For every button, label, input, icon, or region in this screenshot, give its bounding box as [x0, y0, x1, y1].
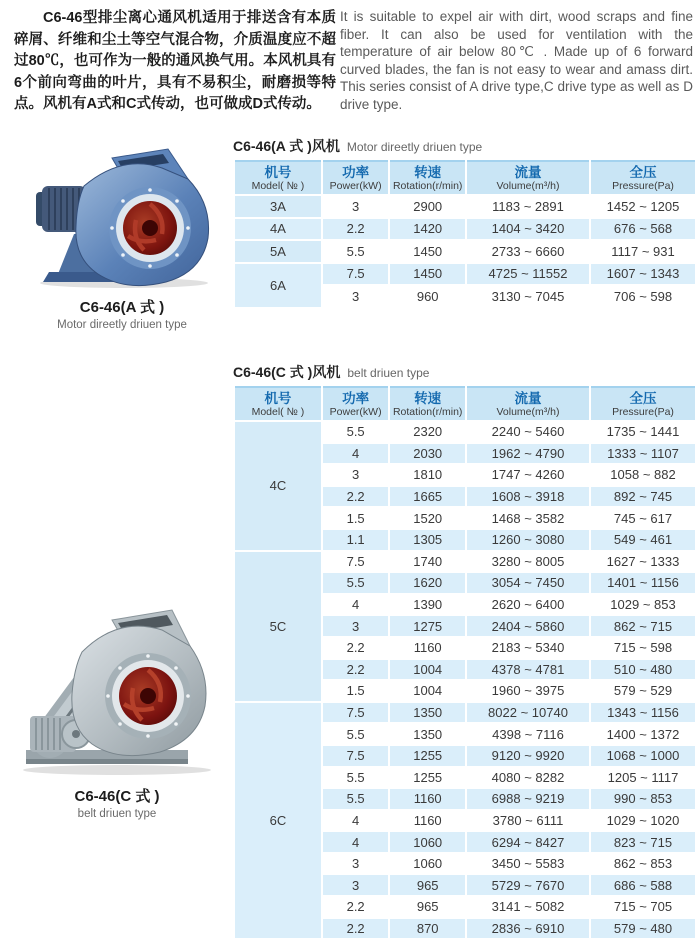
column-header-en: Volume(m³/h) — [496, 405, 560, 418]
table-row — [235, 552, 695, 572]
figure-a-caption: C6-46(A 式 ) — [79, 299, 165, 316]
table-section-c — [233, 362, 697, 939]
data-cell: 1810 — [390, 465, 465, 485]
data-cell: 4 — [323, 811, 389, 831]
data-cell: 1390 — [390, 595, 465, 615]
data-cell: 2.2 — [323, 897, 389, 917]
column-header-en: Model( № ) — [251, 179, 305, 192]
data-cell: 2.2 — [323, 919, 389, 939]
header-row — [235, 160, 695, 194]
data-cell: 7.5 — [323, 703, 389, 723]
model-cell: 6A — [235, 264, 321, 307]
data-cell: 5.5 — [323, 768, 389, 788]
data-cell: 1665 — [390, 487, 465, 507]
data-cell: 1205 ~ 1117 — [591, 768, 695, 788]
model-cell: 4A — [235, 219, 321, 240]
column-header — [467, 160, 589, 194]
data-cell: 3141 ~ 5082 — [467, 897, 589, 917]
fan-c-photo-icon — [12, 600, 222, 778]
data-cell: 1029 ~ 853 — [591, 595, 695, 615]
data-cell: 3130 ~ 7045 — [467, 286, 589, 307]
data-cell: 870 — [390, 919, 465, 939]
table-c-title — [233, 362, 697, 380]
data-cell: 2030 — [390, 444, 465, 464]
data-cell: 676 ~ 568 — [591, 219, 695, 240]
data-cell: 3 — [323, 616, 389, 636]
model-cell: 3A — [235, 196, 321, 217]
data-cell: 1450 — [390, 241, 465, 262]
data-cell: 3 — [323, 286, 389, 307]
data-cell: 1343 ~ 1156 — [591, 703, 695, 723]
spec-table-a — [233, 158, 697, 309]
data-cell: 745 ~ 617 — [591, 508, 695, 528]
data-cell: 6988 ~ 9219 — [467, 789, 589, 809]
table-row — [235, 241, 695, 262]
intro-paragraph-chinese: C6-46型排尘离心通风机适用于排送含有本质碎屑、纤维和尘土等空气混合物，介质温度应不超过80℃，也可作为一般的通风换气用。本风机具有6个前向弯曲的叶片，具有不易积尘，耐磨损等特点。风机有A式和C式传动，也可做成D式传动。 — [14, 10, 336, 112]
data-cell: 3780 ~ 6111 — [467, 811, 589, 831]
table-row — [235, 219, 695, 240]
table-row — [235, 422, 695, 442]
data-cell: 1160 — [390, 638, 465, 658]
data-cell: 1401 ~ 1156 — [591, 573, 695, 593]
data-cell: 1607 ~ 1343 — [591, 264, 695, 285]
data-cell: 1305 — [390, 530, 465, 550]
intro-paragraph-english: It is suitable to expel air with dirt, wood scraps and fine fiber. It can also be used for ventilation with the temperature of air below 80℃ . Made up of 6 forward curved blades, the fan is not easy to wear and amass dirt. This series consist of A drive type,C drive type as well as D drive type. — [340, 9, 693, 112]
data-cell: 965 — [390, 897, 465, 917]
data-cell: 1450 — [390, 264, 465, 285]
data-cell: 1608 ~ 3918 — [467, 487, 589, 507]
table-a-title-cn: C6-46(A 式 )风机 — [233, 138, 340, 154]
table-row — [235, 264, 695, 285]
data-cell: 1160 — [390, 789, 465, 809]
table-row — [235, 703, 695, 723]
data-cell: 1004 — [390, 681, 465, 701]
data-cell: 1117 ~ 931 — [591, 241, 695, 262]
data-cell: 5.5 — [323, 789, 389, 809]
data-cell: 1468 ~ 3582 — [467, 508, 589, 528]
data-cell: 9120 ~ 9920 — [467, 746, 589, 766]
table-row — [235, 196, 695, 217]
column-header-cn: 流量 — [514, 164, 542, 180]
data-cell: 4 — [323, 595, 389, 615]
data-cell: 4398 ~ 7116 — [467, 724, 589, 744]
column-header-cn: 机号 — [264, 164, 292, 180]
column-header-en: Rotation(r/min) — [392, 179, 463, 192]
data-cell: 1068 ~ 1000 — [591, 746, 695, 766]
column-header-en: Pressure(Pa) — [612, 179, 674, 192]
data-cell: 1255 — [390, 768, 465, 788]
data-cell: 960 — [390, 286, 465, 307]
column-header-en: Power(kW) — [329, 179, 382, 192]
model-cell: 5A — [235, 241, 321, 262]
data-cell: 510 ~ 480 — [591, 660, 695, 680]
data-cell: 1520 — [390, 508, 465, 528]
table-c-title-cn: C6-46(C 式 )风机 — [233, 364, 341, 380]
data-cell: 1255 — [390, 746, 465, 766]
data-cell: 1.5 — [323, 681, 389, 701]
data-cell: 1740 — [390, 552, 465, 572]
column-header-cn: 转速 — [414, 164, 442, 180]
data-cell: 2733 ~ 6660 — [467, 241, 589, 262]
data-cell: 5.5 — [323, 573, 389, 593]
data-cell: 5.5 — [323, 241, 389, 262]
data-cell: 2.2 — [323, 638, 389, 658]
column-header — [235, 160, 321, 194]
column-header-cn: 全压 — [629, 390, 657, 406]
data-cell: 1400 ~ 1372 — [591, 724, 695, 744]
data-cell: 1735 ~ 1441 — [591, 422, 695, 442]
table-section-a — [233, 136, 697, 309]
column-header — [323, 160, 389, 194]
data-cell: 1029 ~ 1020 — [591, 811, 695, 831]
data-cell: 715 ~ 598 — [591, 638, 695, 658]
data-cell: 2.2 — [323, 487, 389, 507]
column-header-cn: 流量 — [514, 390, 542, 406]
data-cell: 7.5 — [323, 552, 389, 572]
data-cell: 3280 ~ 8005 — [467, 552, 589, 572]
header-row — [235, 386, 695, 420]
data-cell: 3 — [323, 875, 389, 895]
data-cell: 1620 — [390, 573, 465, 593]
column-header-cn: 功率 — [342, 164, 370, 180]
figure-fan-c — [8, 600, 226, 820]
column-header — [390, 160, 465, 194]
column-header — [235, 386, 321, 420]
table-a-title-en: Motor direetly driuen type — [346, 140, 483, 154]
data-cell: 1962 ~ 4790 — [467, 444, 589, 464]
data-cell: 706 ~ 598 — [591, 286, 695, 307]
column-header-cn: 功率 — [342, 390, 370, 406]
data-cell: 4 — [323, 444, 389, 464]
data-cell: 715 ~ 705 — [591, 897, 695, 917]
data-cell: 1060 — [390, 854, 465, 874]
data-cell: 990 ~ 853 — [591, 789, 695, 809]
data-cell: 2320 — [390, 422, 465, 442]
spec-table-c — [233, 384, 697, 939]
model-cell: 6C — [235, 703, 321, 939]
data-cell: 3054 ~ 7450 — [467, 573, 589, 593]
data-cell: 862 ~ 715 — [591, 616, 695, 636]
data-cell: 1.1 — [323, 530, 389, 550]
data-cell: 7.5 — [323, 746, 389, 766]
data-cell: 892 ~ 745 — [591, 487, 695, 507]
data-cell: 3 — [323, 854, 389, 874]
data-cell: 823 ~ 715 — [591, 832, 695, 852]
data-cell: 579 ~ 480 — [591, 919, 695, 939]
data-cell: 1275 — [390, 616, 465, 636]
data-cell: 1350 — [390, 703, 465, 723]
data-cell: 1058 ~ 882 — [591, 465, 695, 485]
data-cell: 1.5 — [323, 508, 389, 528]
column-header-cn: 转速 — [414, 390, 442, 406]
column-header-en: Volume(m³/h) — [496, 179, 560, 192]
data-cell: 1060 — [390, 832, 465, 852]
data-cell: 2900 — [390, 196, 465, 217]
data-cell: 549 ~ 461 — [591, 530, 695, 550]
data-cell: 1004 — [390, 660, 465, 680]
figure-a-subcaption: Motor direetly driuen type — [57, 319, 187, 331]
data-cell: 3 — [323, 465, 389, 485]
data-cell: 1333 ~ 1107 — [591, 444, 695, 464]
data-cell: 7.5 — [323, 264, 389, 285]
data-cell: 1404 ~ 3420 — [467, 219, 589, 240]
model-cell: 4C — [235, 422, 321, 550]
column-header-cn: 机号 — [264, 390, 292, 406]
data-cell: 1747 ~ 4260 — [467, 465, 589, 485]
data-cell: 1960 ~ 3975 — [467, 681, 589, 701]
data-cell: 6294 ~ 8427 — [467, 832, 589, 852]
column-header-cn: 全压 — [629, 164, 657, 180]
column-header — [467, 386, 589, 420]
data-cell: 2836 ~ 6910 — [467, 919, 589, 939]
table-c-title-en: belt driuen type — [347, 366, 430, 380]
data-cell: 1160 — [390, 811, 465, 831]
data-cell: 4378 ~ 4781 — [467, 660, 589, 680]
data-cell: 2240 ~ 5460 — [467, 422, 589, 442]
data-cell: 1183 ~ 2891 — [467, 196, 589, 217]
figure-c-caption: C6-46(C 式 ) — [74, 788, 160, 805]
model-cell: 5C — [235, 552, 321, 701]
column-header-en: Power(kW) — [329, 405, 382, 418]
data-cell: 4080 ~ 8282 — [467, 768, 589, 788]
data-cell: 3 — [323, 196, 389, 217]
data-cell: 2.2 — [323, 219, 389, 240]
column-header — [390, 386, 465, 420]
data-cell: 1350 — [390, 724, 465, 744]
data-cell: 5.5 — [323, 422, 389, 442]
table-a-title — [233, 136, 697, 154]
data-cell: 1452 ~ 1205 — [591, 196, 695, 217]
column-header — [591, 386, 695, 420]
data-cell: 2.2 — [323, 660, 389, 680]
data-cell: 862 ~ 853 — [591, 854, 695, 874]
data-cell: 2620 ~ 6400 — [467, 595, 589, 615]
data-cell: 1260 ~ 3080 — [467, 530, 589, 550]
column-header — [323, 386, 389, 420]
figure-c-subcaption: belt driuen type — [77, 808, 157, 820]
data-cell: 4725 ~ 11552 — [467, 264, 589, 285]
data-cell: 8022 ~ 10740 — [467, 703, 589, 723]
data-cell: 579 ~ 529 — [591, 681, 695, 701]
data-cell: 2404 ~ 5860 — [467, 616, 589, 636]
data-cell: 3450 ~ 5583 — [467, 854, 589, 874]
figure-fan-a — [22, 146, 222, 331]
column-header-en: Pressure(Pa) — [612, 405, 674, 418]
data-cell: 1627 ~ 1333 — [591, 552, 695, 572]
column-header — [591, 160, 695, 194]
column-header-en: Rotation(r/min) — [392, 405, 463, 418]
data-cell: 2183 ~ 5340 — [467, 638, 589, 658]
data-cell: 965 — [390, 875, 465, 895]
data-cell: 686 ~ 588 — [591, 875, 695, 895]
fan-a-photo-icon — [22, 146, 222, 289]
data-cell: 5.5 — [323, 724, 389, 744]
column-header-en: Model( № ) — [251, 405, 305, 418]
data-cell: 4 — [323, 832, 389, 852]
data-cell: 5729 ~ 7670 — [467, 875, 589, 895]
data-cell: 1420 — [390, 219, 465, 240]
